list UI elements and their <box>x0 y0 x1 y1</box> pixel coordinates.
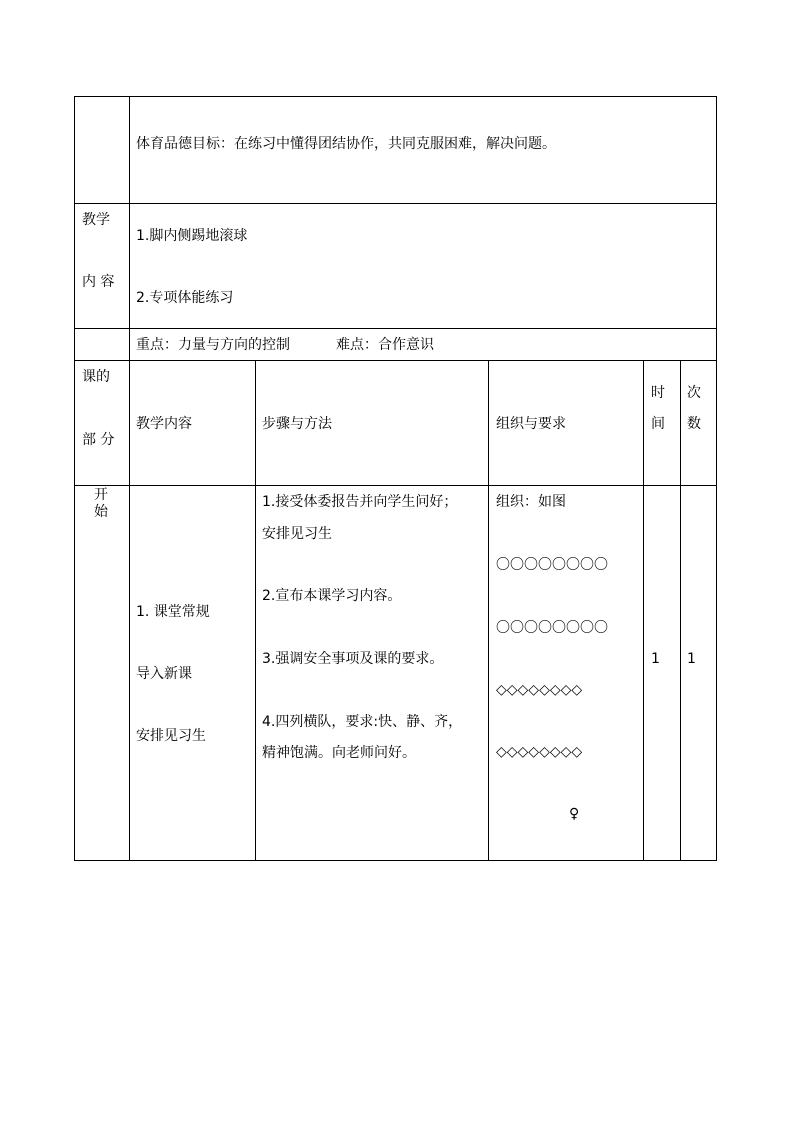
header-org: 组织与要求 <box>496 416 566 432</box>
header-steps: 步骤与方法 <box>262 416 332 432</box>
start-part-line2: 始 <box>94 504 108 520</box>
moral-objective-text: 体育品德目标：在练习中懂得团结协作，共同克服困难，解决问题。 <box>136 136 556 152</box>
table-line <box>74 96 717 97</box>
table-line <box>716 96 717 861</box>
formation-row-circles-1: 〇〇〇〇〇〇〇〇 <box>496 557 608 573</box>
teaching-content-label-line1: 教学 <box>82 212 110 228</box>
header-part-line2: 部 分 <box>82 432 115 448</box>
formation-row-diamonds-1: ◇◇◇◇◇◇◇◇ <box>496 682 583 698</box>
content-item-1: 1.脚内侧踢地滚球 <box>136 228 248 244</box>
formation-row-circles-2: 〇〇〇〇〇〇〇〇 <box>496 620 608 636</box>
start-content-1: 1. 课堂常规 <box>136 604 210 620</box>
start-step-3: 3.强调安全事项及课的要求。 <box>262 651 444 667</box>
start-content-3: 安排见习生 <box>136 728 206 744</box>
header-count-line2: 数 <box>687 416 701 432</box>
header-time-line1: 时 <box>651 385 665 401</box>
table-line <box>74 485 717 486</box>
teacher-symbol-icon: ♀ <box>569 806 580 822</box>
formation-row-diamonds-2: ◇◇◇◇◇◇◇◇ <box>496 744 583 760</box>
content-item-2: 2.专项体能练习 <box>136 290 234 306</box>
start-content-2: 导入新课 <box>136 666 192 682</box>
start-step-4-line1: 4.四列横队，要求:快、静、齐， <box>262 714 463 730</box>
table-line <box>74 96 75 861</box>
start-step-1-line1: 1.接受体委报告并向学生问好； <box>262 494 458 510</box>
key-points-text: 重点：力量与方向的控制 <box>136 337 290 353</box>
header-content: 教学内容 <box>136 416 192 432</box>
start-step-2: 2.宣布本课学习内容。 <box>262 588 402 604</box>
start-part-line1: 开 <box>94 487 108 503</box>
org-title: 组织：如图 <box>496 494 566 510</box>
table-line <box>74 360 717 361</box>
table-line <box>680 360 681 861</box>
table-line <box>488 360 489 861</box>
table-line <box>74 328 717 329</box>
header-time-line2: 间 <box>651 416 665 432</box>
start-step-4-line2: 精神饱满。向老师问好。 <box>262 745 416 761</box>
start-step-1-line2: 安排见习生 <box>262 526 332 542</box>
start-time-value: 1 <box>651 651 660 667</box>
header-count-line1: 次 <box>687 385 701 401</box>
start-count-value: 1 <box>687 651 696 667</box>
table-line <box>74 860 717 861</box>
header-part-line1: 课的 <box>82 369 110 385</box>
teaching-content-label-line2: 内 容 <box>82 274 115 290</box>
table-line <box>74 203 717 204</box>
table-line <box>255 360 256 861</box>
table-line <box>643 360 644 861</box>
table-line <box>129 96 130 861</box>
difficulty-text: 难点：合作意识 <box>336 337 434 353</box>
